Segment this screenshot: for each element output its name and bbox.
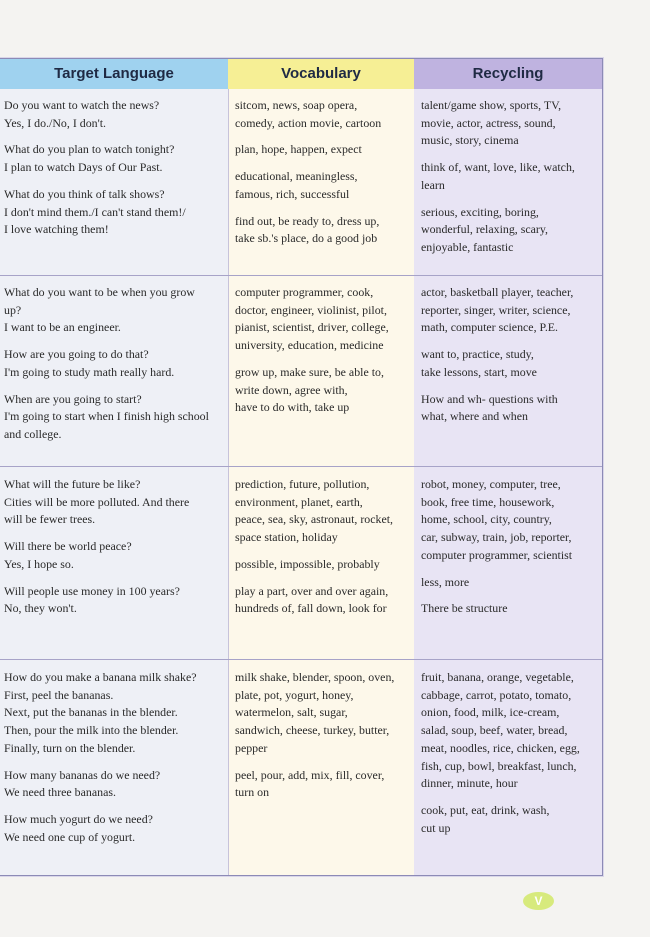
phrase-group: What do you want to be when you grow up? I want to be an engineer. bbox=[4, 285, 195, 335]
vocab-group: grow up, make sure, be able to, write down, agree with, have to do with, take up bbox=[235, 364, 384, 415]
header-target-language: Target Language bbox=[0, 59, 229, 89]
phrase-group: Will there be world peace? Yes, I hope so. bbox=[4, 539, 132, 571]
header-recycling: Recycling bbox=[414, 59, 602, 89]
row-1-vocabulary bbox=[235, 97, 381, 257]
vocab-group: milk shake, blender, spoon, oven, plate, pot, yogurt, honey, watermelon, salt, sugar, sandwich, cheese, turkey, butter, pepper bbox=[235, 670, 395, 755]
row-1-recycling bbox=[421, 97, 575, 266]
phrase-group: When are you going to start? I'm going to start when I finish high school and college. bbox=[4, 391, 209, 441]
recycle-group: How and wh- questions with what, where and when bbox=[421, 391, 558, 424]
vocab-group: plan, hope, happen, expect bbox=[235, 142, 362, 157]
row-2-vocabulary bbox=[235, 284, 389, 426]
recycle-group: less, more bbox=[421, 574, 470, 589]
phrase-group: How many bananas do we need? We need three bananas. bbox=[4, 767, 161, 800]
vocab-group: computer programmer, cook, doctor, engineer, violinist, pilot, pianist, scientist, driver, college, university, education, medicine bbox=[235, 285, 389, 353]
recycle-group: cook, put, eat, drink, wash, cut up bbox=[421, 802, 550, 835]
vocab-group: sitcom, news, soap opera, comedy, action movie, cartoon bbox=[235, 98, 382, 130]
row-4-recycling bbox=[421, 669, 580, 846]
recycle-group: serious, exciting, boring, wonderful, relaxing, scary, enjoyable, fantastic bbox=[421, 204, 549, 254]
recycle-group: talent/game show, sports, TV, movie, actor, actress, sound, music, story, cinema bbox=[421, 98, 562, 148]
phrase-group: What do you think of talk shows? I don't mind them./I can't stand them!/ I love watching them! bbox=[4, 186, 186, 237]
page-number-badge: V bbox=[523, 892, 554, 910]
vocab-group: possible, impossible, probably bbox=[235, 556, 380, 571]
recycle-group: actor, basketball player, teacher, reporter, singer, writer, science, math, computer science, P.E. bbox=[421, 285, 574, 335]
row-divider bbox=[0, 275, 602, 276]
row-1-target-language bbox=[4, 97, 186, 248]
row-divider bbox=[0, 466, 602, 467]
vocab-group: peel, pour, add, mix, fill, cover, turn on bbox=[235, 767, 385, 800]
recycle-group: fruit, banana, orange, vegetable, cabbage, carrot, potato, tomato, onion, food, milk, ice-cream, salad, soup, beef, water, bread, meat, noodles, rice, chicken, egg, fish, cup, bowl, breakfast, lunch, dinner, minute, hour bbox=[421, 670, 580, 791]
phrase-group: What will the future be like? Cities will be more polluted. And there will be fewer trees. bbox=[4, 477, 190, 527]
phrase-group: Do you want to watch the news? Yes, I do./No, I don't. bbox=[4, 98, 160, 130]
language-table bbox=[0, 58, 603, 876]
phrase-group: How much yogurt do we need? We need one cup of yogurt. bbox=[4, 811, 153, 844]
vocab-group: play a part, over and over again, hundreds of, fall down, look for bbox=[235, 583, 389, 616]
phrase-group: Will people use money in 100 years? No, they won't. bbox=[4, 583, 180, 616]
row-divider bbox=[0, 659, 602, 660]
vocab-group: educational, meaningless, famous, rich, successful bbox=[235, 169, 358, 201]
recycle-group: think of, want, love, like, watch, learn bbox=[421, 160, 575, 192]
recycle-group: want to, practice, study, take lessons, start, move bbox=[421, 347, 537, 379]
recycle-group: robot, money, computer, tree, book, free time, housework, home, school, city, country, car, subway, train, job, reporter, computer programmer, scientist bbox=[421, 477, 573, 562]
phrase-group: How do you make a banana milk shake? First, peel the bananas. Next, put the bananas in the blender. Then, pour the milk into the blender. Finally, turn on the blender. bbox=[4, 670, 197, 755]
row-3-vocabulary bbox=[235, 476, 393, 627]
row-2-target-language bbox=[4, 284, 209, 453]
row-3-target-language bbox=[4, 476, 189, 627]
vocab-group: find out, be ready to, dress up, take sb.'s place, do a good job bbox=[235, 213, 380, 246]
row-4-target-language bbox=[4, 669, 197, 855]
row-2-recycling bbox=[421, 284, 573, 435]
row-4-vocabulary bbox=[235, 669, 394, 811]
phrase-group: What do you plan to watch tonight? I plan to watch Days of Our Past. bbox=[4, 142, 175, 175]
header-vocabulary: Vocabulary bbox=[228, 59, 415, 89]
vocab-group: prediction, future, pollution, environment, planet, earth, peace, sea, sky, astronaut, rocket, space station, holiday bbox=[235, 477, 394, 545]
recycle-group: There be structure bbox=[421, 601, 508, 616]
row-3-recycling bbox=[421, 476, 572, 627]
phrase-group: How are you going to do that? I'm going to study math really hard. bbox=[4, 347, 175, 379]
